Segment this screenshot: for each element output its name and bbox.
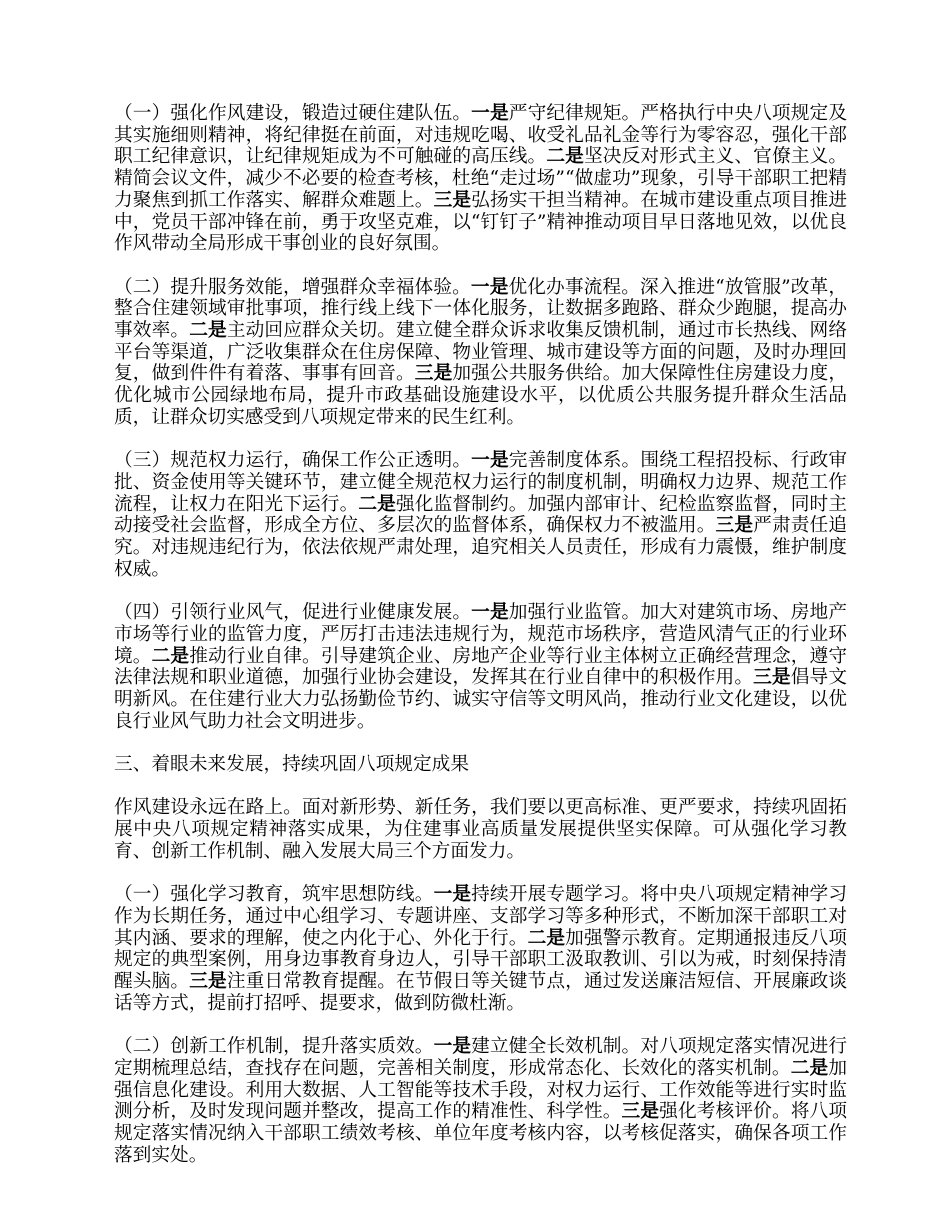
bold-text-run: 三是 [715,514,754,537]
body-paragraph [114,797,847,862]
text-run: 坚决反对形式主义、官僚主义。精简会议文件，减少不必要的检查考核，杜绝“走过场”“做虚功”现象，引导干部职工把精力聚焦到抓工作落实、解群众难题上。 [114,146,848,211]
bold-text-run: 三是 [433,188,472,211]
text-run: 完善制度体系。围绕工程招投标、行政审批、资金使用等关键环节，建立健全规范权力运行的制度机制，明确权力边界、规范工作流程，让权力在阳光下运行。 [114,450,848,515]
body-paragraph [114,103,847,255]
bold-text-run: 一是 [471,449,509,472]
bold-text-run: 一是 [433,883,472,906]
bold-text-run: 二是 [189,319,227,342]
body-paragraph [114,450,847,580]
body-paragraph [114,602,847,732]
bold-text-run: 一是 [433,1035,472,1058]
text-run: 推动行业自律。引导建筑企业、房地产企业等行业主体树立正确经营理念，遵守法律法规和职业道德，加强行业协会建设，发挥其在行业自律中的积极作用。 [114,645,848,689]
text-run: （四）引领行业风气，促进行业健康发展。 [114,602,472,624]
bold-text-run: 一是 [470,275,509,298]
document-content [114,103,847,1166]
bold-text-run: 三是 [621,1100,660,1123]
text-run: 强化监督制约。加强内部审计、纪检监察监督，同时主动接受社会监督，形成全方位、多层次的监督体系，确保权力不被滥用。 [114,493,848,537]
bold-text-run: 二是 [527,926,566,949]
bold-text-run: 二是 [151,644,190,667]
bold-text-run: 一是 [471,601,509,624]
text-run: 加强信息化建设。利用大数据、人工智能等技术手段，对权力运行、工作效能等进行实时监测分析，及时发现问题并整改，提高工作的精准性、科学性。 [114,1057,848,1123]
bold-text-run: 三是 [753,666,791,689]
text-run: 优化办事流程。深入推进“放管服”改革，整合住建领域审批事项，推行线上线下一体化服务，让数据多跑路、群众少跑腿，提高办事效率。 [114,276,848,342]
text-run: 加强警示教育。定期通报违反八项规定的典型案例，用身边事教育身边人，引导干部职工汲取教训、引以为戒，时刻保持清醒头脑。 [114,927,848,993]
text-run: （二）创新工作机制，提升落实质效。 [114,1036,434,1058]
text-run: 倡导文明新风。在住建行业大力弘扬勤俭节约、诚实守信等文明风尚，推动行业文化建设，以优良行业风气助力社会文明进步。 [114,667,848,732]
bold-text-run: 二是 [790,1056,829,1079]
section-heading [114,754,847,776]
text-run: 注重日常教育提醒。在节假日等关键节点，通过发送廉洁短信、开展廉政谈话等方式，提前打招呼、提要求，做到防微杜渐。 [114,971,848,1014]
text-run: （二）提升服务效能，增强群众幸福体验。 [114,276,471,298]
bold-text-run: 三是 [414,362,453,385]
text-run: 三、着眼未来发展，持续巩固八项规定成果 [114,754,470,776]
body-paragraph [114,1036,847,1166]
text-run: （一）强化作风建设，锻造过硬住建队伍。 [114,103,472,124]
bold-text-run: 二是 [358,492,396,515]
text-run: 持续开展专题学习。将中央八项规定精神学习作为长期任务，通过中心组学习、专题讲座、支部学习等多种形式，不断加深干部职工对其内涵、要求的理解，使之内化于心、外化于行。 [114,884,848,949]
text-run: （一）强化学习教育，筑牢思想防线。 [114,884,434,906]
text-run: （三）规范权力运行，确保工作公正透明。 [114,450,472,472]
text-run: 强化考核评价。将八项规定落实情况纳入干部职工绩效考核、单位年度考核内容，以考核促落实，确保各项工作落到实处。 [114,1101,848,1166]
text-run: 建立健全长效机制。对八项规定落实情况进行定期梳理总结，查找存在问题，完善相关制度，形成常态化、长效化的落实机制。 [114,1036,848,1079]
body-paragraph [114,884,847,1014]
body-paragraph [114,277,847,429]
bold-text-run: 三是 [189,970,227,993]
text-run: 加强公共服务供给。加大保障性住房建设力度，优化城市公园绿地布局，提升市政基础设施建设水平，以优质公共服务提升群众生活品质，让群众切实感受到八项规定带来的民生红利。 [114,363,848,428]
text-run: 严肃责任追究。对违规违纪行为，依法依规严肃处理，追究相关人员责任，形成有力震慑，维护制度权威。 [114,515,848,580]
text-run: 主动回应群众关切。建立健全群众诉求收集反馈机制，通过市长热线、网络平台等渠道，广泛收集群众在住房保障、物业管理、城市建设等方面的问题，及时办理回复，做到件件有着落、事事有回音。 [114,320,848,385]
bold-text-run: 二是 [546,145,584,168]
text-run: 作风建设永远在路上。面对新形势、新任务，我们要以更高标准、更严要求，持续巩固拓展中央八项规定精神落实成果，为住建事业高质量发展提供坚实保障。可从强化学习教育、创新工作机制、融入发展大局三个方面发力。 [114,797,847,862]
text-run: 弘扬实干担当精神。在城市建设重点项目推进中，党员干部冲锋在前，勇于攻坚克难，以“钉钉子”精神推动项目早日落地见效，以优良作风带动全局形成干事创业的良好氛围。 [114,189,848,255]
text-run: 严守纪律规矩。严格执行中央八项规定及其实施细则精神，将纪律挺在前面，对违规吃喝、收受礼品礼金等行为零容忍，强化干部职工纪律意识，让纪律规矩成为不可触碰的高压线。 [114,103,848,168]
bold-text-run: 一是 [471,102,509,124]
text-run: 加强行业监管。加大对建筑市场、房地产市场等行业的监管力度，严厉打击违法违规行为，规范市场秩序，营造风清气正的行业环境。 [114,602,848,667]
